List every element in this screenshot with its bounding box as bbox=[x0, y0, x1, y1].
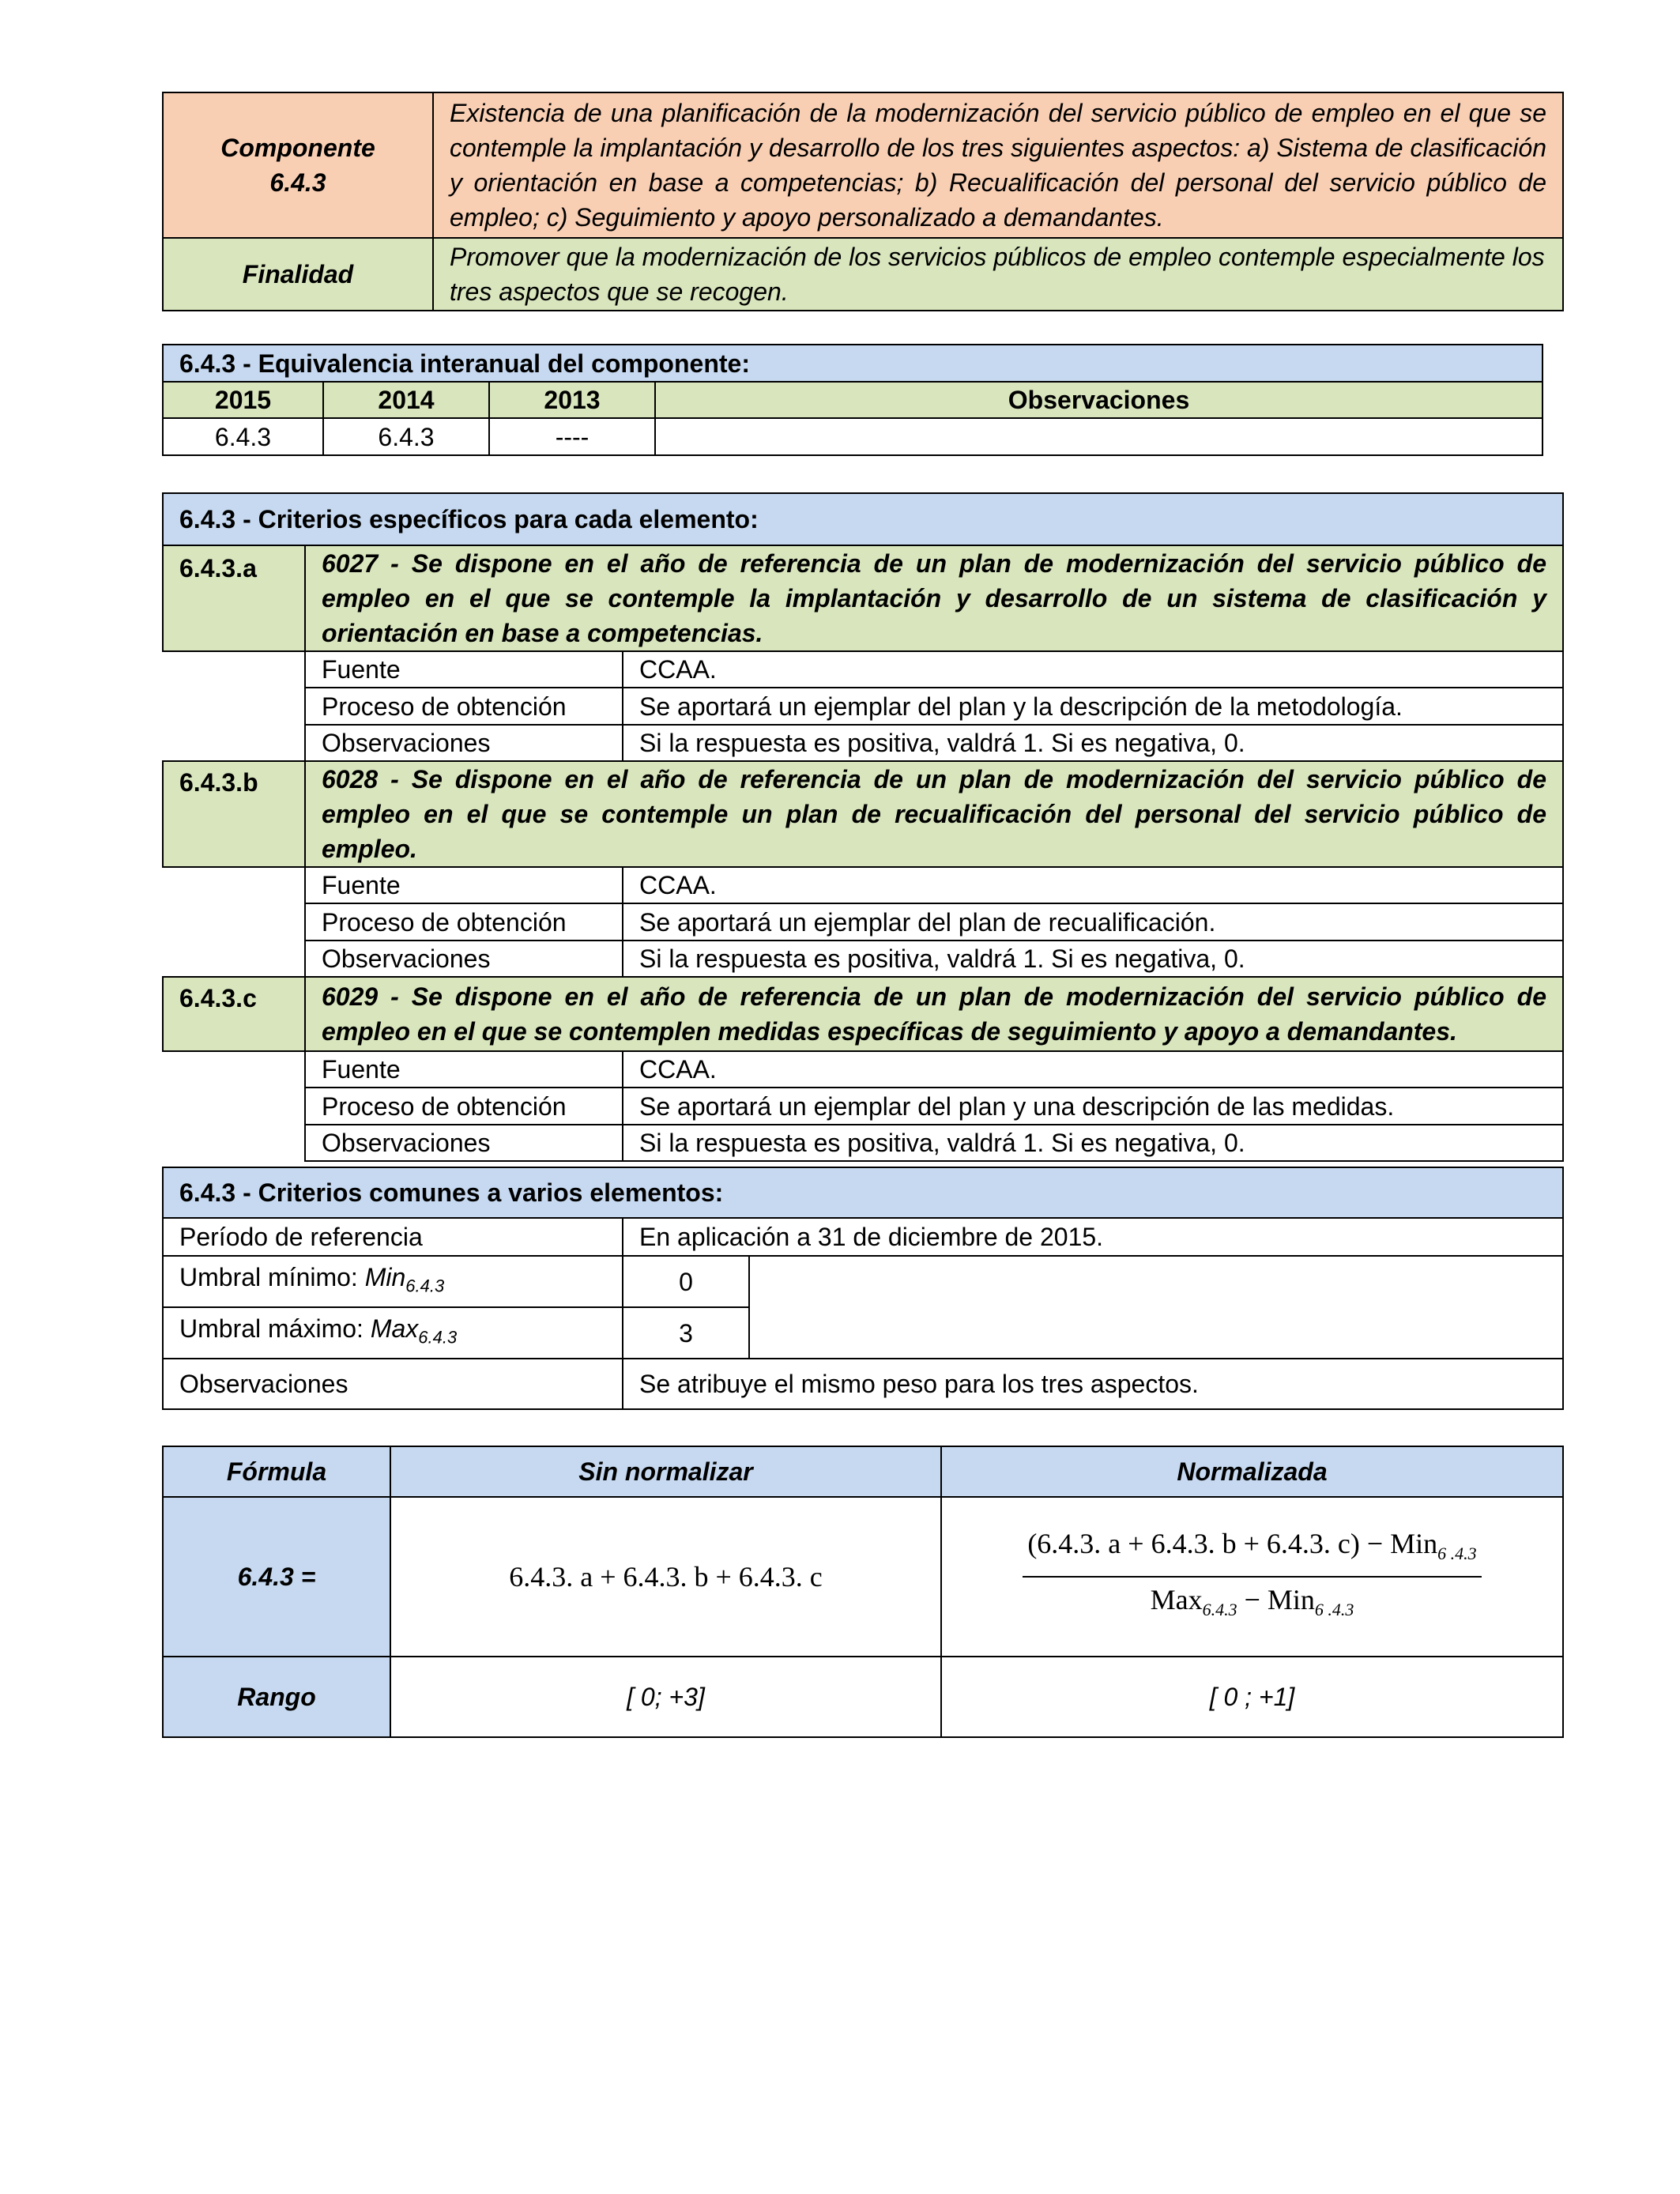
sin-normalizar-header: Sin normalizar bbox=[390, 1446, 941, 1497]
element-spacer-c bbox=[163, 1051, 305, 1161]
componente-label: Componente 6.4.3 bbox=[163, 92, 433, 238]
element-heading-b: 6028 - Se dispone en el año de referencia de un plan de modernización del servicio público de empleo en el que se contemple un plan de recualificación del personal del servicio público de empleo. bbox=[305, 761, 1563, 867]
rango-normalizada: [ 0 ; +1] bbox=[941, 1657, 1563, 1737]
normalizada-denominator: Max$_{6.4.3}$ − Min$_{6 .4.3}$ bbox=[1150, 1584, 1354, 1620]
element-code-a: 6.4.3.a bbox=[163, 545, 305, 651]
equivalencia-header-2015: 2015 bbox=[163, 382, 323, 418]
equivalencia-header-2014: 2014 bbox=[323, 382, 489, 418]
element-spacer-a bbox=[163, 651, 305, 761]
umbral-minimo-value: 0 bbox=[623, 1256, 749, 1307]
element-b-proceso-label: Proceso de obtención bbox=[305, 903, 623, 941]
criterios-title: 6.4.3 - Criterios específicos para cada elemento: bbox=[163, 493, 1563, 545]
comunes-table bbox=[162, 1167, 1564, 1410]
criterios-table bbox=[162, 492, 1564, 1162]
normalizada-numerator: (6.4.3. a + 6.4.3. b + 6.4.3. c) − Min$_{6 .4.3}$ bbox=[1023, 1526, 1481, 1578]
element-c-fuente-label: Fuente bbox=[305, 1051, 623, 1088]
equivalencia-header-2013: 2013 bbox=[489, 382, 655, 418]
element-a-fuente-value: CCAA. bbox=[623, 651, 1563, 688]
element-c-proceso-label: Proceso de obtención bbox=[305, 1088, 623, 1125]
equivalencia-cell-observaciones bbox=[655, 418, 1543, 455]
equivalencia-cell-2013: ---- bbox=[489, 418, 655, 455]
element-code-c: 6.4.3.c bbox=[163, 977, 305, 1051]
finalidad-label: Finalidad bbox=[163, 238, 433, 311]
comunes-observaciones-label: Observaciones bbox=[163, 1359, 623, 1409]
equivalencia-title: 6.4.3 - Equivalencia interanual del componente: bbox=[163, 345, 1543, 382]
element-b-proceso-value: Se aportará un ejemplar del plan de recualificación. bbox=[623, 903, 1563, 941]
normalizada-fraction bbox=[1023, 1526, 1481, 1627]
formula-header: Fórmula bbox=[163, 1446, 390, 1497]
rango-label: Rango bbox=[163, 1657, 390, 1737]
element-code-b: 6.4.3.b bbox=[163, 761, 305, 867]
element-b-observaciones-value: Si la respuesta es positiva, valdrá 1. Si es negativa, 0. bbox=[623, 941, 1563, 977]
finalidad-text: Promover que la modernización de los servicios públicos de empleo contemple especialmente los tres aspectos que se recogen. bbox=[433, 238, 1563, 311]
element-c-observaciones-label: Observaciones bbox=[305, 1125, 623, 1161]
formula-row-label: 6.4.3 = bbox=[163, 1497, 390, 1657]
element-a-proceso-value: Se aportará un ejemplar del plan y la descripción de la metodología. bbox=[623, 688, 1563, 725]
umbral-minimo-label: Umbral mínimo: Min$_{6.4.3}$ bbox=[163, 1256, 623, 1307]
normalizada-formula bbox=[941, 1497, 1563, 1657]
element-heading-a: 6027 - Se dispone en el año de referencia de un plan de modernización del servicio público de empleo en el que se contemple la implantación y desarrollo de un sistema de clasificación y orientación en base a competencias. bbox=[305, 545, 1563, 651]
element-c-observaciones-value: Si la respuesta es positiva, valdrá 1. Si es negativa, 0. bbox=[623, 1125, 1563, 1161]
periodo-label: Período de referencia bbox=[163, 1218, 623, 1256]
element-c-fuente-value: CCAA. bbox=[623, 1051, 1563, 1088]
equivalencia-cell-2014: 6.4.3 bbox=[323, 418, 489, 455]
sin-normalizar-formula bbox=[390, 1497, 941, 1657]
element-heading-c: 6029 - Se dispone en el año de referencia de un plan de modernización del servicio público de empleo en el que se contemplen medidas específicas de seguimiento y apoyo a demandantes. bbox=[305, 977, 1563, 1051]
element-a-proceso-label: Proceso de obtención bbox=[305, 688, 623, 725]
formula-table bbox=[162, 1446, 1564, 1738]
equivalencia-header-observaciones: Observaciones bbox=[655, 382, 1543, 418]
element-a-observaciones-value: Si la respuesta es positiva, valdrá 1. Si es negativa, 0. bbox=[623, 725, 1563, 761]
componente-description: Existencia de una planificación de la modernización del servicio público de empleo en el que se contemple la implantación y desarrollo de los tres siguientes aspectos: a) Sistema de clasificación y orientación en base a competencias; b) Recualificación del personal del servicio público de empleo; c) Seguimiento y apoyo personalizado a demandantes. bbox=[433, 92, 1563, 238]
element-b-observaciones-label: Observaciones bbox=[305, 941, 623, 977]
comunes-observaciones-value: Se atribuye el mismo peso para los tres aspectos. bbox=[623, 1359, 1563, 1409]
equivalencia-table bbox=[162, 344, 1543, 456]
element-a-observaciones-label: Observaciones bbox=[305, 725, 623, 761]
componente-table bbox=[162, 92, 1564, 311]
umbral-blank bbox=[749, 1256, 1563, 1359]
element-c-proceso-value: Se aportará un ejemplar del plan y una descripción de las medidas. bbox=[623, 1088, 1563, 1125]
umbral-maximo-value: 3 bbox=[623, 1307, 749, 1359]
normalizada-header: Normalizada bbox=[941, 1446, 1563, 1497]
rango-sin-normalizar: [ 0; +3] bbox=[390, 1657, 941, 1737]
periodo-value: En aplicación a 31 de diciembre de 2015. bbox=[623, 1218, 1563, 1256]
element-b-fuente-label: Fuente bbox=[305, 867, 623, 903]
element-a-fuente-label: Fuente bbox=[305, 651, 623, 688]
element-spacer-b bbox=[163, 867, 305, 977]
equivalencia-cell-2015: 6.4.3 bbox=[163, 418, 323, 455]
comunes-title: 6.4.3 - Criterios comunes a varios elementos: bbox=[163, 1167, 1563, 1218]
sin-normalizar-expression: 6.4.3. a + 6.4.3. b + 6.4.3. c bbox=[509, 1560, 823, 1593]
umbral-maximo-label: Umbral máximo: Max$_{6.4.3}$ bbox=[163, 1307, 623, 1359]
element-b-fuente-value: CCAA. bbox=[623, 867, 1563, 903]
